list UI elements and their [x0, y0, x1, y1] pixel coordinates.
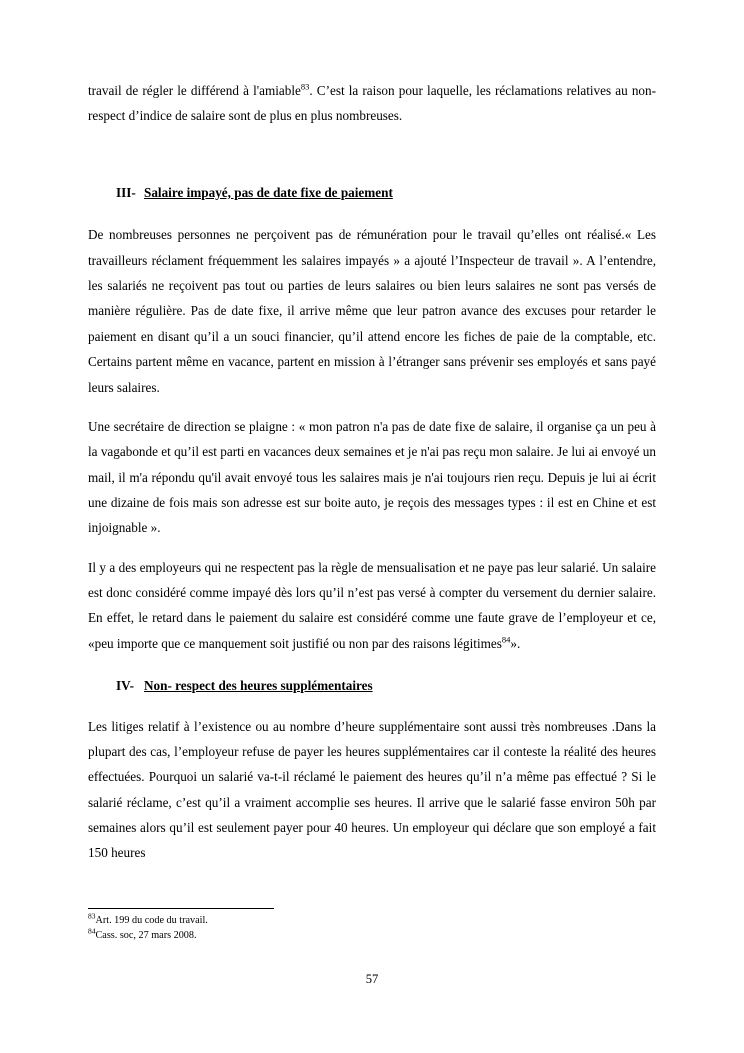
paragraph-4-text-part-1: Il y a des employeurs qui ne respectent pas la règle de mensualisation et ne paye pas leur salarié. Un salaire est donc considéré comme impayé dès lors qu’il n’est pas versé à compter du versement du dernier salaire. En effet, le retard dans le paiement du salaire est considéré comme une faute grave de l’employeur et ce, «peu importe que ce manquement soit justifié ou non par des raisons légitimes	[88, 559, 656, 651]
paragraph-3: Une secrétaire de direction se plaigne : « mon patron n'a pas de date fixe de salaire, il organise ça un peu à la vagabonde et qu’il est parti en vacances deux semaines et je n'ai pas reçu mon salaire. Je lui ai envoyé un mail, il m'a répondu qu'il avait envoyé tous les salaires mais je n'ai toujours rien reçu. Depuis je lui ai écrit une dizaine de fois mais son adresse est sur boite auto, je reçois des messages types : il est en Chine et est injoignable ».	[88, 418, 656, 536]
footnote-84-text: Cass. soc, 27 mars 2008.	[95, 929, 197, 941]
footnote-reference-83: 83	[300, 81, 310, 92]
page-number: 57	[365, 972, 379, 986]
section-heading-iv	[88, 674, 656, 698]
paragraph-continuation	[88, 78, 656, 129]
footnote-83-text: Art. 199 du code du travail.	[95, 915, 208, 926]
footnote-84-marker: 84	[88, 926, 96, 936]
footnote-separator	[88, 908, 274, 909]
footnote-reference-84: 84	[501, 634, 511, 645]
paragraph-4-text-part-2: ».	[510, 635, 521, 651]
paragraph-2: De nombreuses personnes ne perçoivent pas de rémunération pour le travail qu’elles ont réalisé.« Les travailleurs réclament fréquemment les salaires impayés » a ajouté l’Inspecteur de travail ». A l’entendre, les salariés ne reçoivent pas tout ou parties de leurs salaires ou bien leurs salaires ne sont pas versés de manière régulière. Pas de date fixe, il arrive même que leur patron avance des excuses pour retarder le paiement en disant qu’il a un souci financier, qu’il attend encore les fiches de paie de la comptable, etc. Certains partent même en vacance, partent en mission à l’étranger sans prévenir ses employés et sans payé leurs salaires.	[88, 227, 656, 395]
paragraph-text-part-1: travail de régler le différend à l'amiable	[88, 83, 301, 98]
paragraph-text-part-2: . C’est la raison pour laquelle, les réclamations relatives au non-respect d’indice de salaire sont de plus en plus nombreuses.	[88, 83, 656, 124]
section-heading-iii-title: Salaire impayé, pas de date fixe de paiement	[144, 184, 393, 200]
section-heading-iii-number: III-	[116, 184, 136, 200]
footnote-83-marker: 83	[88, 911, 96, 921]
section-heading-iv-number: IV-	[116, 677, 135, 693]
footnote-83	[88, 911, 656, 929]
footnote-84	[88, 926, 656, 944]
paragraph-5: Les litiges relatif à l’existence ou au nombre d’heure supplémentaire sont aussi très nombreuses .Dans la plupart des cas, l’employeur refuse de payer les heures supplémentaires car il conteste la réalité des heures effectuées. Pourquoi un salarié va-t-il réclamé le paiement des heures qu’il n’a même pas effectué ? Si le salarié réclame, c’est qu’il a vraiment accomplie ses heures. Il arrive que le salarié fasse environ 50h par semaines alors qu’il est seulement payer pour 40 heures. Un employeur qui déclare que son employé a fait 150 heures	[88, 718, 656, 861]
paragraph-4	[88, 555, 656, 656]
footnote-area	[88, 908, 656, 944]
section-heading-iv-title: Non- respect des heures supplémentaires	[144, 677, 373, 693]
section-heading-iii	[88, 181, 656, 205]
